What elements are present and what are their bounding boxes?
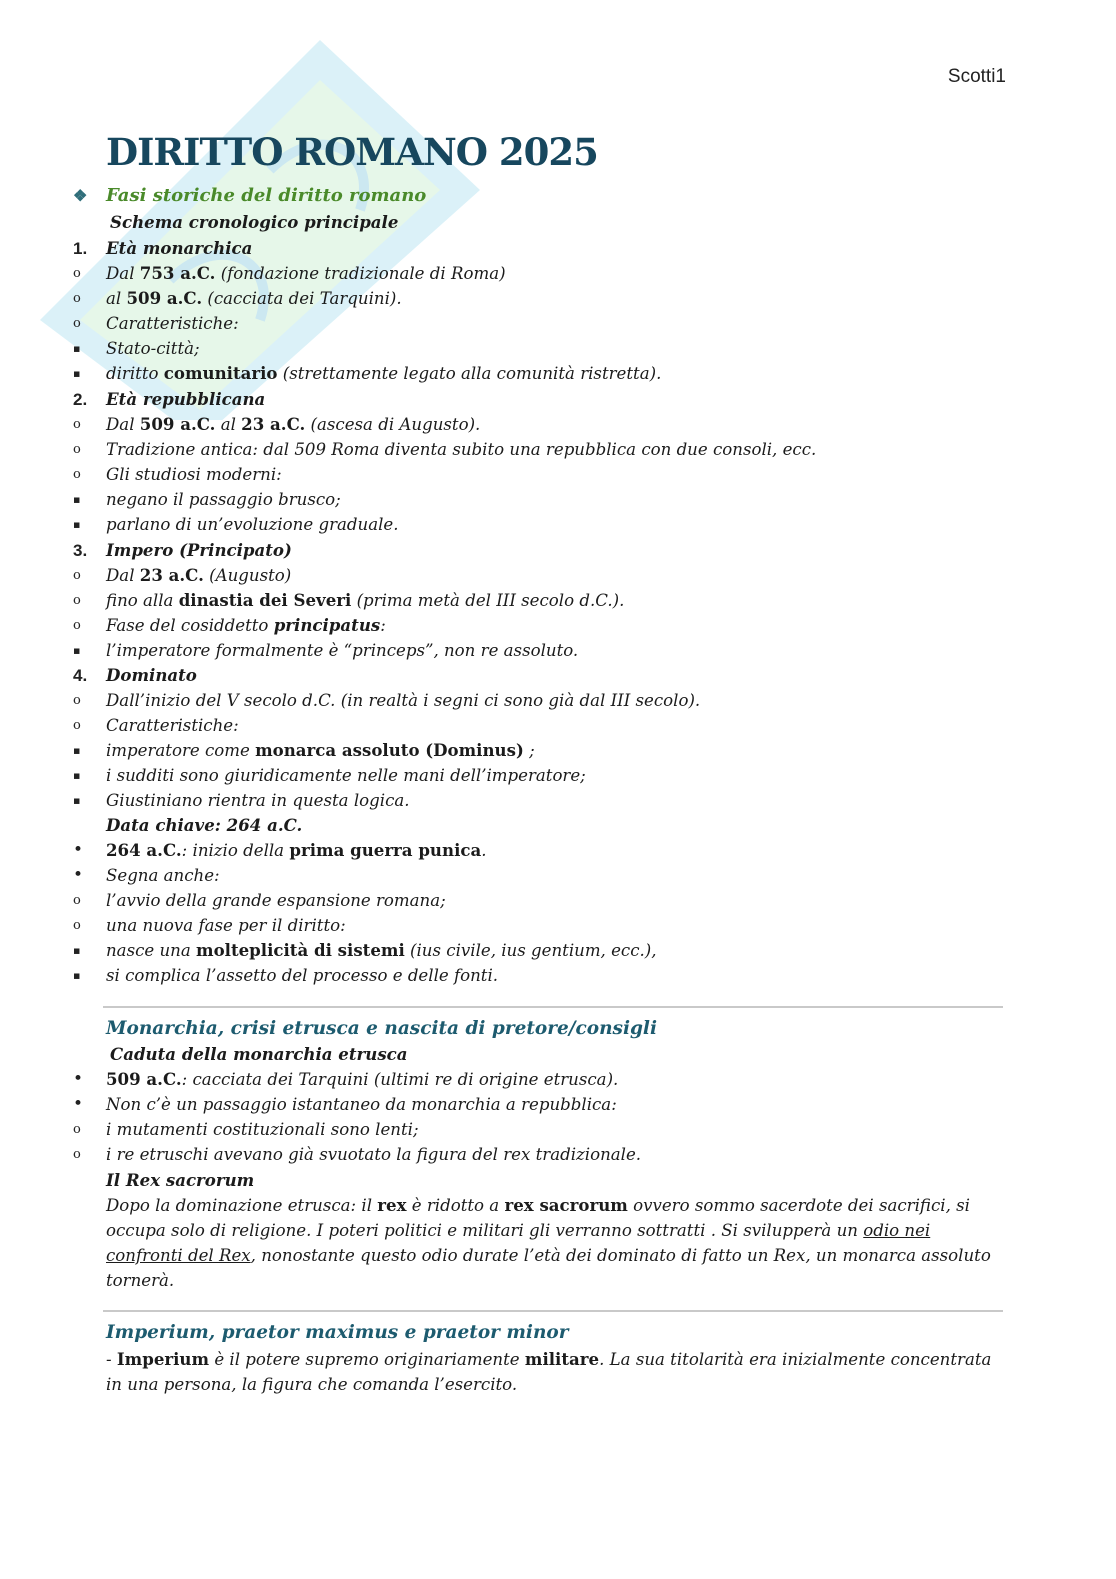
- list-item: o Caratteristiche:: [73, 314, 239, 333]
- page-title: DIRITTO ROMANO 2025: [106, 130, 598, 174]
- list-item: 2. Età repubblicana: [73, 389, 266, 409]
- list-item: o una nuova fase per il diritto:: [73, 916, 346, 935]
- list-item: o Dal 23 a.C. (Augusto): [73, 565, 292, 585]
- section-divider: [103, 1006, 1003, 1008]
- list-item: ▪ imperatore come monarca assoluto (Dominus) ;: [73, 740, 535, 760]
- list-item: • Segna anche:: [73, 865, 220, 885]
- list-item: • Non c’è un passaggio istantaneo da monarchia a repubblica:: [73, 1094, 617, 1114]
- list-item: o fino alla dinastia dei Severi (prima metà del III secolo d.C.).: [73, 590, 625, 610]
- list-item: ▪ l’imperatore formalmente è “princeps”, non re assoluto.: [73, 641, 579, 660]
- diamond-bullet-icon: ❖: [73, 186, 88, 205]
- list-item: ▪ i sudditi sono giuridicamente nelle mani dell’imperatore;: [73, 766, 586, 785]
- list-item: o al 509 a.C. (cacciata dei Tarquini).: [73, 288, 402, 308]
- list-item: ▪ nasce una molteplicità di sistemi (ius civile, ius gentium, ecc.),: [73, 940, 657, 960]
- section-divider: [103, 1310, 1003, 1312]
- list-item: ▪ si complica l’assetto del processo e delle fonti.: [73, 966, 499, 985]
- rex-sacrorum-paragraph: Dopo la dominazione etrusca: il rex è ridotto a rex sacrorum ovvero sommo sacerdote dei sacrifici, si occupa solo di religione. I poteri politici e militari gli verranno sottratti . Si svilupperà un odio nei confronti del Rex, nonostante questo odio durate l’età dei dominato di fatto un Rex, un monarca assoluto tornerà.: [106, 1195, 991, 1290]
- list-item: 3. Impero (Principato): [73, 540, 292, 560]
- page-header-author: Scotti1: [947, 66, 1006, 87]
- imperium-paragraph: - Imperium è il potere supremo originariamente militare. La sua titolarità era inizialmente concentrata in una persona, la figura che comanda l’esercito.: [106, 1349, 992, 1394]
- list-item: o i re etruschi avevano già svuotato la figura del rex tradizionale.: [73, 1145, 642, 1164]
- list-item: o Fase del cosiddetto principatus:: [73, 615, 386, 635]
- key-date-heading: Data chiave: 264 a.C.: [106, 815, 303, 835]
- list-item: ▪ Stato-città;: [73, 339, 200, 358]
- rex-sacrorum-heading: Il Rex sacrorum: [106, 1170, 255, 1190]
- list-item: ▪ diritto comunitario (strettamente legato alla comunità ristretta).: [73, 363, 662, 383]
- list-item: ▪ negano il passaggio brusco;: [73, 490, 341, 509]
- list-item: o i mutamenti costituzionali sono lenti;: [73, 1120, 419, 1139]
- section-heading-imperium: Imperium, praetor maximus e praetor minor: [106, 1322, 569, 1343]
- section-heading-fasi: ❖ Fasi storiche del diritto romano: [73, 185, 427, 206]
- list-item: • 509 a.C.: cacciata dei Tarquini (ultimi re di origine etrusca).: [73, 1069, 619, 1089]
- list-item: o Dal 753 a.C. (fondazione tradizionale di Roma): [73, 263, 506, 283]
- subheading-caduta: Caduta della monarchia etrusca: [110, 1044, 408, 1064]
- list-item: ▪ Giustiniano rientra in questa logica.: [73, 791, 410, 810]
- list-item: 1. Età monarchica: [73, 238, 253, 258]
- subheading-schema: Schema cronologico principale: [110, 212, 399, 232]
- list-item: o Gli studiosi moderni:: [73, 465, 282, 484]
- list-item: o Dal 509 a.C. al 23 a.C. (ascesa di Augusto).: [73, 414, 481, 434]
- list-item: o Tradizione antica: dal 509 Roma diventa subito una repubblica con due consoli, ecc.: [73, 440, 817, 459]
- list-item: ▪ parlano di un’evoluzione graduale.: [73, 515, 399, 534]
- list-item: o Caratteristiche:: [73, 716, 239, 735]
- list-item: o Dall’inizio del V secolo d.C. (in realtà i segni ci sono già dal III secolo).: [73, 691, 701, 710]
- list-item: • 264 a.C.: inizio della prima guerra punica.: [73, 840, 487, 860]
- list-item: 4. Dominato: [73, 665, 197, 685]
- list-item: o l’avvio della grande espansione romana;: [73, 891, 446, 910]
- section-heading-monarchia: Monarchia, crisi etrusca e nascita di pretore/consigli: [106, 1018, 657, 1039]
